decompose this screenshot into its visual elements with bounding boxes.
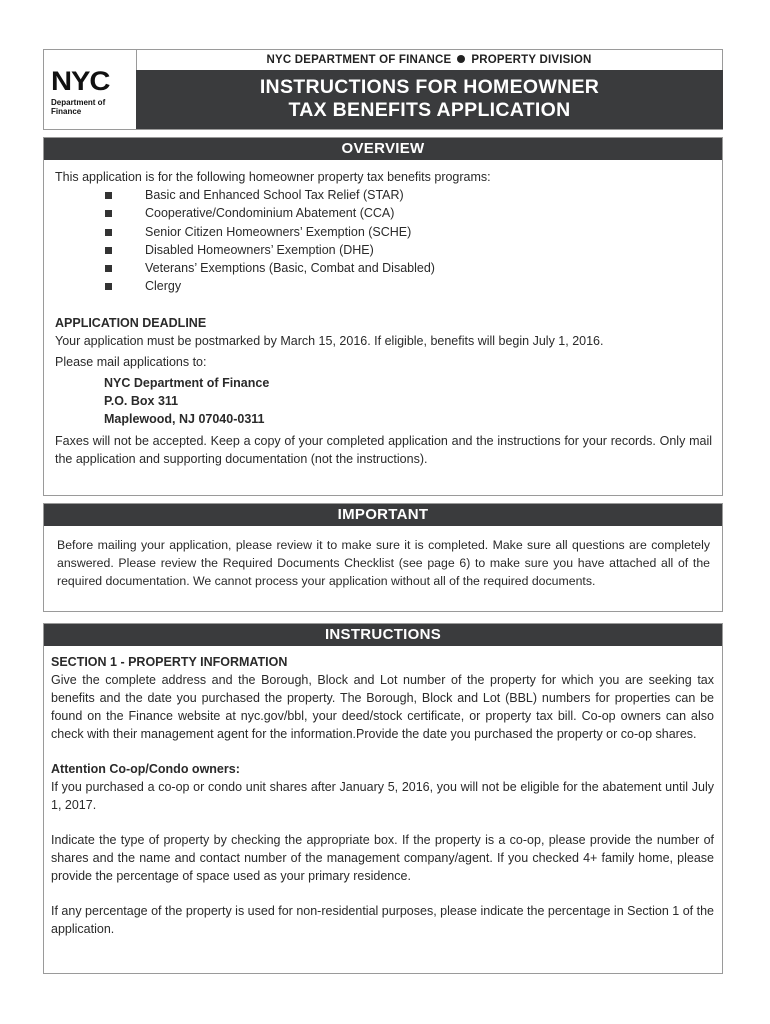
property-type-text: Indicate the type of property by checking the appropriate box. If the property is a co-op, please provide the number of shares and the name and contact number of the management company/agent. If you checked 4+ family home, please provide the percentage of space used as your primary residence.	[51, 833, 714, 883]
page-title: INSTRUCTIONS FOR HOMEOWNER TAX BENEFITS APPLICATION	[136, 70, 723, 129]
nyc-dof-logo	[44, 50, 137, 129]
list-item: Clergy	[55, 277, 712, 295]
instructions-heading: INSTRUCTIONS	[44, 624, 722, 646]
coop-text: If you purchased a co-op or condo unit shares after January 5, 2016, you will not be eligible for the abatement until July 1, 2017.	[51, 780, 714, 812]
department-line	[136, 50, 722, 70]
square-bullet-icon	[105, 265, 112, 272]
important-heading: IMPORTANT	[44, 504, 722, 526]
division-name: PROPERTY DIVISION	[471, 54, 592, 66]
list-item: Senior Citizen Homeowners’ Exemption (SCHE)	[55, 223, 712, 241]
square-bullet-icon	[105, 229, 112, 236]
deadline-text: Your application must be postmarked by March 15, 2016. If eligible, benefits will begin July 1, 2016.	[55, 333, 604, 348]
square-bullet-icon	[105, 192, 112, 199]
square-bullet-icon	[105, 210, 112, 217]
important-text: Before mailing your application, please review it to make sure it is completed. Make sure all questions are completely answered. Please review the Required Documents Checklist (see page 6) to make sure you have attached all of the required documentation. We cannot process your application without all of the required documents.	[57, 538, 710, 588]
list-item: Veterans’ Exemptions (Basic, Combat and Disabled)	[55, 259, 712, 277]
deadline-heading: APPLICATION DEADLINE	[55, 315, 207, 330]
section1-heading: SECTION 1 - PROPERTY INFORMATION	[51, 655, 288, 669]
section1-text: Give the complete address and the Borough, Block and Lot number of the property for which you are seeking tax benefits and the date you purchased the property. The Borough, Block and Lot (BBL) numbers for properties can be found on the Finance website at nyc.gov/bbl, your deed/stock certificate, or property tax bill. Co-op owners can also check with their management agent for the information.Provide the date you purchased the property or co-op shares.	[51, 673, 714, 741]
non-residential-text: If any percentage of the property is used for non-residential purposes, please indicate the percentage in Section 1 of the application.	[51, 904, 714, 936]
list-item: Cooperative/Condominium Abatement (CCA)	[55, 204, 712, 222]
department-name: NYC DEPARTMENT OF FINANCE	[266, 54, 452, 66]
mail-instruction: Please mail applications to:	[55, 354, 207, 369]
program-list	[55, 186, 712, 296]
overview-section	[43, 137, 723, 496]
fax-notice: Faxes will not be accepted. Keep a copy of your completed application and the instructions for your records. Only mail the application and supporting documentation (not the instructions).	[55, 433, 712, 466]
overview-intro: This application is for the following homeowner property tax benefits programs:	[55, 170, 491, 184]
instructions-section	[43, 623, 723, 974]
important-section	[43, 503, 723, 612]
square-bullet-icon	[105, 283, 112, 290]
overview-heading: OVERVIEW	[44, 138, 722, 160]
mailing-address: NYC Department of Finance P.O. Box 311 Maplewood, NJ 07040-0311	[104, 375, 270, 427]
document-header	[43, 49, 723, 130]
coop-heading: Attention Co-op/Condo owners:	[51, 762, 240, 776]
list-item: Basic and Enhanced School Tax Relief (STAR)	[55, 186, 712, 204]
list-item: Disabled Homeowners’ Exemption (DHE)	[55, 241, 712, 259]
logo-wordmark: NYC	[51, 66, 110, 96]
square-bullet-icon	[105, 247, 112, 254]
logo-subtitle: Department of Finance	[51, 98, 106, 116]
bullet-dot-icon	[457, 55, 465, 63]
